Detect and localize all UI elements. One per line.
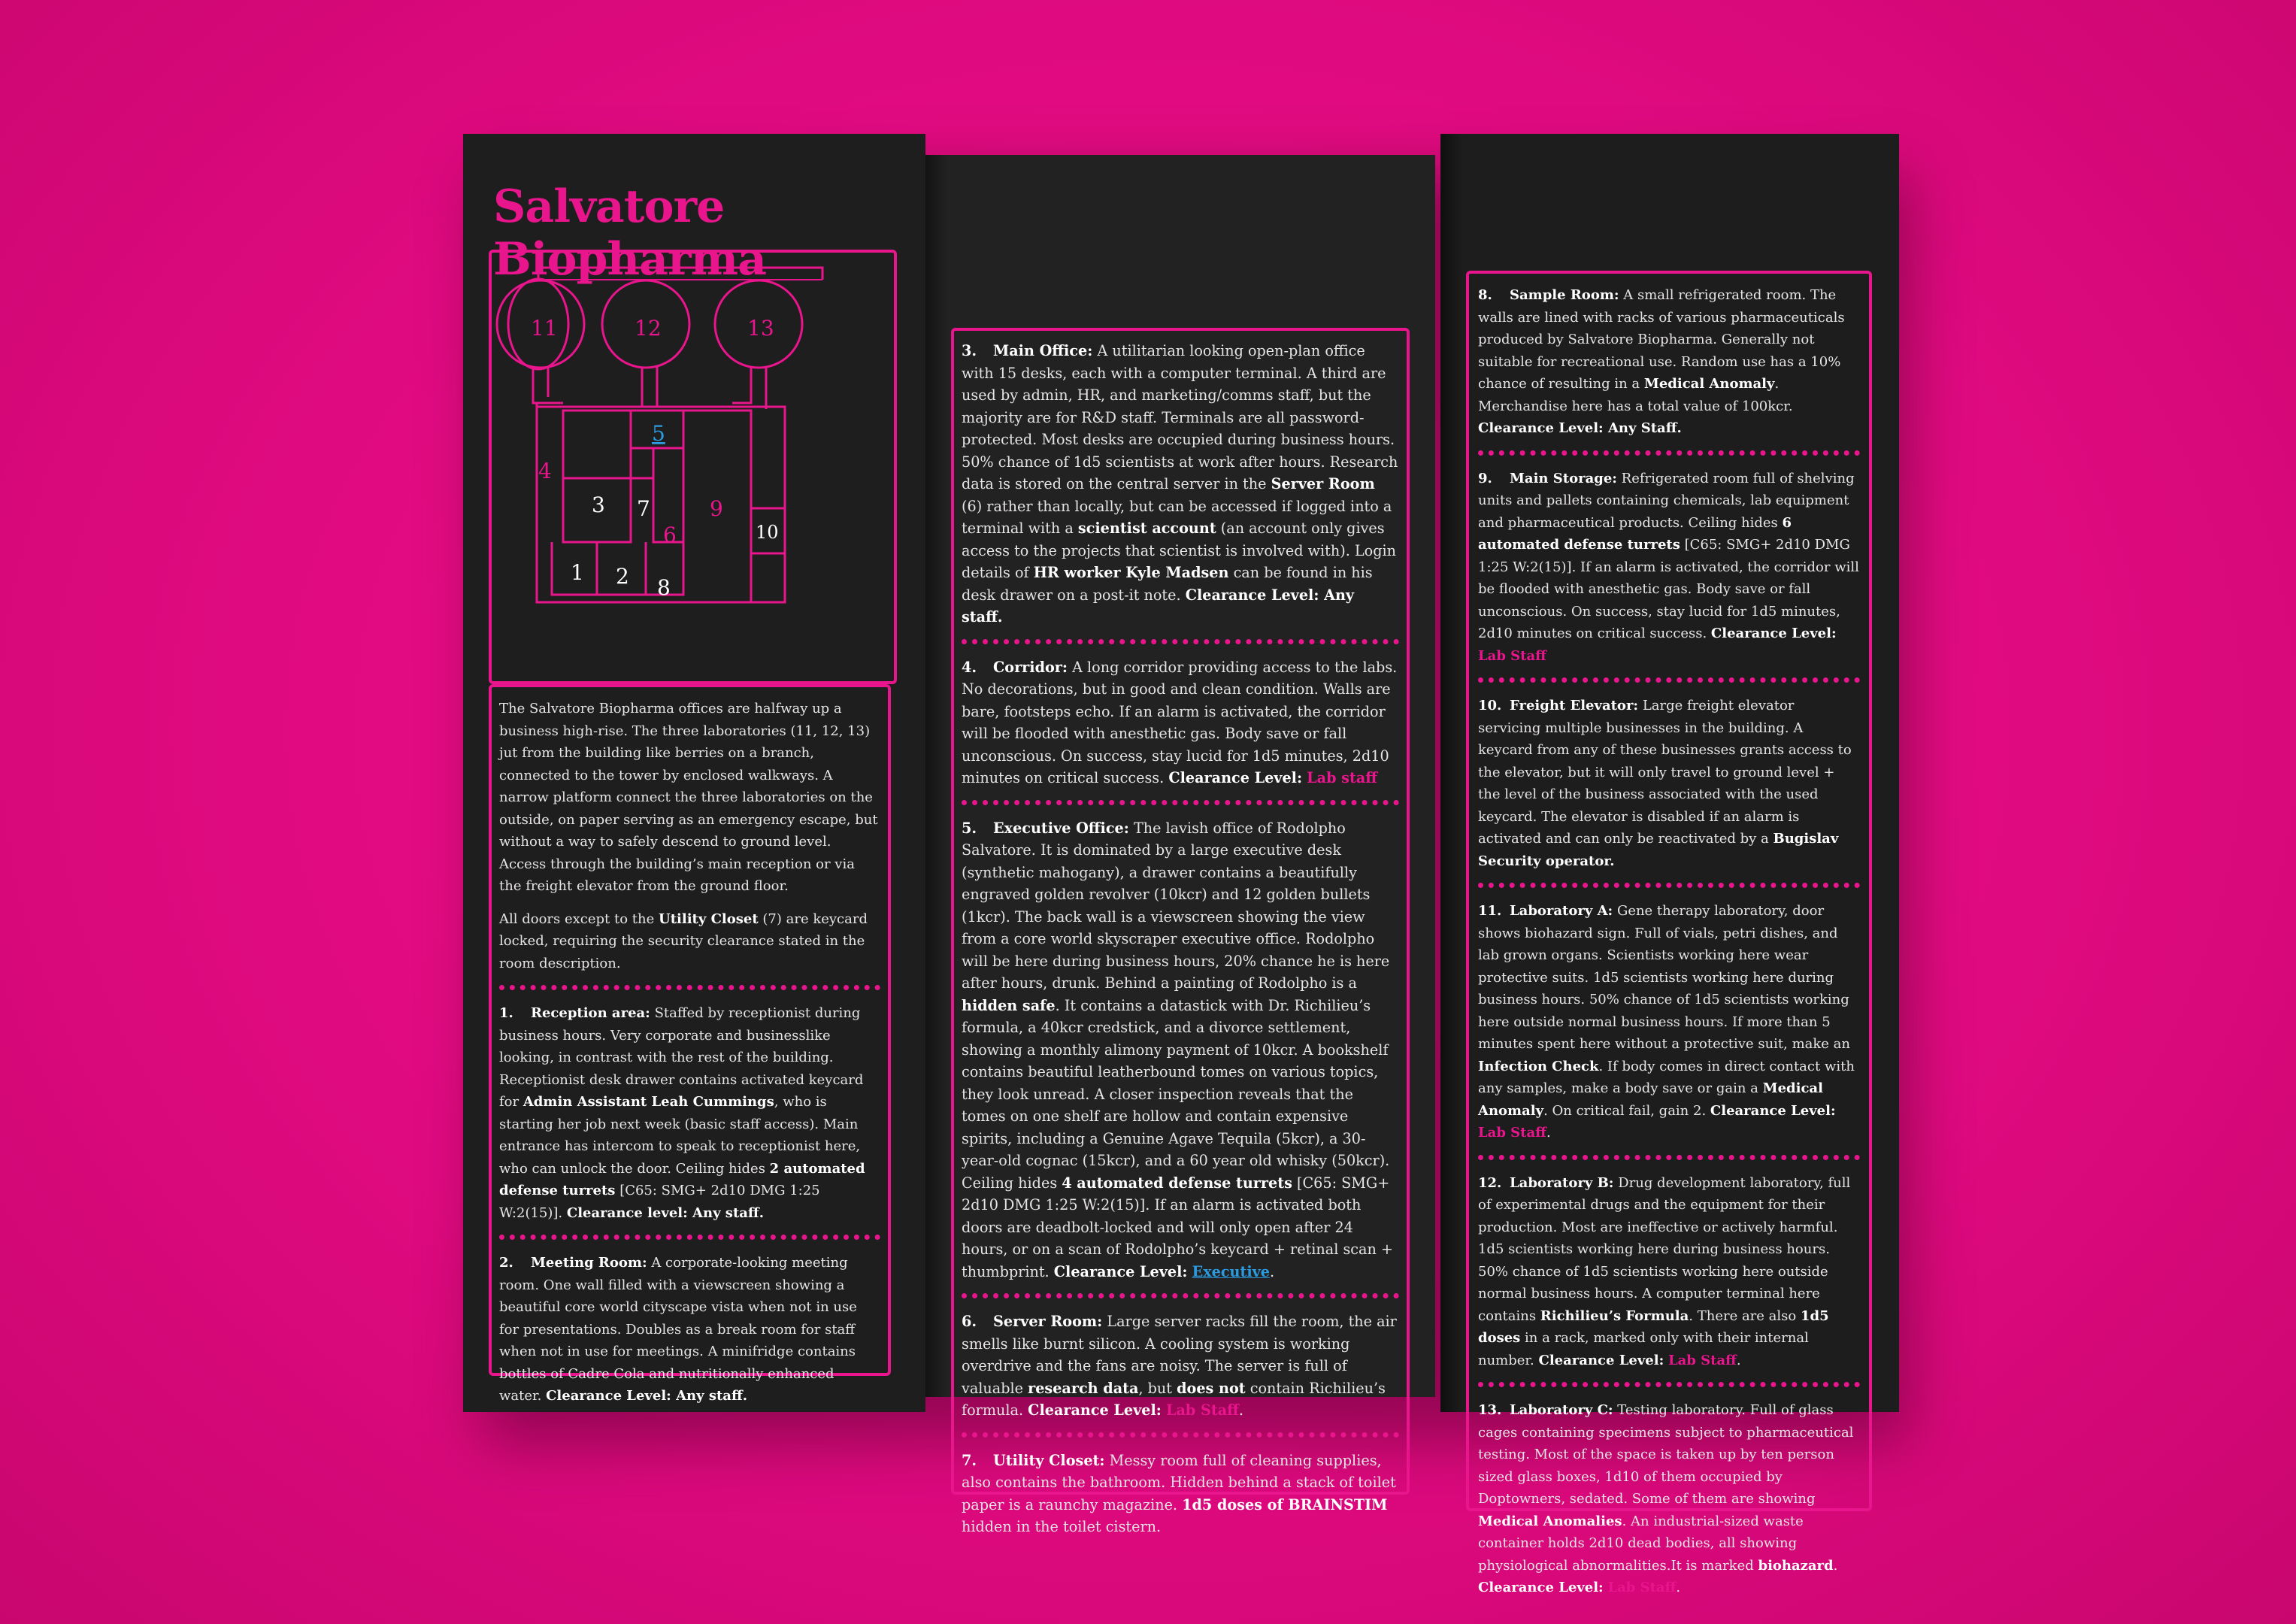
divider	[1478, 1382, 1860, 1387]
room-2: 2. Meeting Room: A corporate-looking meeting room. One wall filled with a viewscreen showing a beautiful core world cityscape vista when not in use for presentations. Doubles as a break room for staff when not in use for meetings. A minifridge contains bottles of Cadre Cola and nutritionally enhanced water. Clearance Level: Any staff.	[499, 1255, 857, 1404]
divider	[1478, 883, 1860, 888]
left-panel	[463, 134, 925, 1412]
floor-map-drawing	[492, 253, 894, 681]
divider	[499, 985, 880, 990]
room-8: 8. Sample Room: A small refrigerated room. The walls are lined with racks of various pharmaceuticals produced by Salvatore Biopharma. Generally not suitable for recreational use. Random use has a 10% chance of resulting in a Medical Anomaly. Merchandise here has a total value of 100kcr. Clearance Level: Any Staff.	[1478, 287, 1845, 436]
map-label-2: 2	[616, 564, 629, 589]
divider	[962, 800, 1399, 805]
map-label-9: 9	[710, 496, 723, 521]
divider	[1478, 450, 1860, 456]
map-label-13: 13	[747, 316, 774, 341]
map-label-3: 3	[592, 492, 605, 517]
map-label-7: 7	[637, 496, 650, 521]
floor-map	[489, 250, 897, 684]
map-label-11: 11	[531, 316, 558, 341]
room-1: 1. Reception area: Staffed by receptionist during business hours. Very corporate and businesslike looking, in contrast with the rest of the building. Receptionist desk drawer contains activated keycard for Admin Assistant Leah Cummings, who is starting her job next week (basic staff access). Main entrance has intercom to speak to receptionist here, who can unlock the door. Ceiling hides 2 automated defense turrets [C65: SMG+ 2d10 DMG 1:25 W:2(15)]. Clearance level: Any staff.	[499, 1005, 865, 1221]
divider	[1478, 677, 1860, 683]
right-panel	[1440, 134, 1899, 1595]
room-11: 11. Laboratory A: Gene therapy laboratory, door shows biohazard sign. Full of vials, petri dishes, and lab grown organs. Scientists working here wear protective suits. 1d5 scientists working here during business hours. 50% chance of 1d5 scientists working here outside normal business hours. If more than 5 minutes spent here without a protective suit, make an Infection Check. If body comes in direct contact with any samples, make a body save or gain a Medical Anomaly. On critical fail, gain 2. Clearance Level: Lab Staff.	[1478, 903, 1855, 1141]
intro-paragraph: The Salvatore Biopharma offices are halfway up a business high-rise. The three laboratories (11, 12, 13) jut from the building like berries on a branch, connected to the tower by enclosed walkways. A narrow platform connect the three laboratories on the outside, on paper serving as an emergency escape, but without a way to safely descend to ground level. Access through the building’s main reception or via the freight elevator from the ground floor.	[499, 701, 878, 894]
room-13: 13. Laboratory C: Testing laboratory. Full of glass cages containing specimens subject to pharmaceutical testing. Most of the space is taken up by ten person sized glass boxes, 1d10 of them occupied by Doptowners, sedated. Some of them are showing Medical Anomalies. An industrial-sized waste container holds 2d10 dead bodies, all showing physiological abnormalities.It is marked biohazard. Clearance Level: Lab Staff.	[1478, 1402, 1854, 1595]
divider	[962, 639, 1399, 644]
map-label-10: 10	[756, 522, 779, 543]
right-box	[1466, 271, 1872, 1595]
divider	[962, 1293, 1399, 1298]
map-label-1: 1	[571, 560, 584, 585]
map-label-8: 8	[657, 575, 671, 600]
room-5: 5. Executive Office: The lavish office of Rodolpho Salvatore. It is dominated by a large executive desk (synthetic mahogany), a drawer contains a beautifully engraved golden revolver (10kcr) and 12 golden bullets (1kcr). The back wall is a viewscreen showing the view from a core world skyscraper executive office. Rodolpho will be here during business hours, 20% chance he is here after hours, drunk. Behind a painting of Rodolpho is a hidden safe. It contains a datastick with Dr. Richilieu’s formula, a 40kcr credstick, and a divorce settlement, showing a monthly alimony payment of 10kcr. A bookshelf contains beautiful leatherbound tomes on various topics, they look unread. A closer inspection reveals that the tomes on one shelf are hollow and contain expensive spirits, including a Genuine Agave Tequila (5kcr), a 30-year-old cognac (15kcr), and a 60 year old whisky (50kcr). Ceiling hides 4 automated defense turrets [C65: SMG+ 2d10 DMG 1:25 W:2(15)]. If an alarm is activated both doors are deadbolt-locked and will only open after 24 hours, or on a scan of Rodolpho’s keycard + retinal scan + thumbprint. Clearance Level: Executive.	[962, 819, 1394, 1280]
room-3: 3. Main Office: A utilitarian looking open-plan office with 15 desks, each with a computer terminal. A third are used by admin, HR, and marketing/comms staff, but the majority are for R&D staff. Terminals are all password-protected. Most desks are occupied during business hours. 50% chance of 1d5 scientists at work after hours. Research data is stored on the central server in the Server Room (6) rather than locally, but can be accessed if logged into a terminal with a scientist account (an account only gives access to the projects that scientist is involved with). Login details of HR worker Kyle Madsen can be found in his desk drawer on a post-it note. Clearance Level: Any staff.	[962, 342, 1398, 626]
room-6: 6. Server Room: Large server racks fill the room, the air smells like burnt silicon. A cooling system is working overdrive and the fans are noisy. The server is full of valuable research data, but does not contain Richilieu’s formula. Clearance Level: Lab Staff.	[962, 1313, 1397, 1419]
middle-box	[951, 328, 1410, 1535]
room-12: 12. Laboratory B: Drug development laboratory, full of experimental drugs and the equipment for their production. Most are ineffective or actively harmful. 1d5 scientists working here during business hours. 50% chance of 1d5 scientists working here outside normal business hours. A computer terminal here contains Richilieu’s Formula. There are also 1d5 doses in a rack, marked only with their internal number. Clearance Level: Lab Staff.	[1478, 1174, 1851, 1368]
divider	[1478, 1155, 1860, 1160]
map-label-12: 12	[635, 316, 662, 341]
room-4: 4. Corridor: A long corridor providing access to the labs. No decorations, but in good and clean condition. Walls are bare, footsteps echo. If an alarm is activated, the corridor will be flooded with anesthetic gas. Body save or fall unconscious. On success, stay lucid for 1d5 minutes, 2d10 minutes on critical success. Clearance Level: Lab staff	[962, 658, 1398, 786]
map-label-5[interactable]: 5	[652, 421, 665, 446]
intro-box	[489, 684, 891, 1404]
divider	[499, 1235, 880, 1240]
executive-link[interactable]: Executive	[1192, 1262, 1271, 1280]
room-10: 10. Freight Elevator: Large freight elevator servicing multiple businesses in the building. A keycard from any of these businesses grants access to the elevator, but it will only travel to ground level + the level of the business associated with the used keycard. The elevator is disabled if an alarm is activated and can only be reactivated by a Bugislav Security operator.	[1478, 698, 1852, 869]
map-label-4: 4	[538, 459, 552, 483]
doors-paragraph: All doors except to the Utility Closet (7) are keycard locked, requiring the security clearance stated in the room description.	[499, 910, 868, 971]
divider	[962, 1432, 1399, 1438]
brochure	[463, 134, 1899, 1595]
page-title: Salvatore Biopharma	[493, 180, 766, 286]
map-label-6: 6	[663, 523, 677, 547]
room-7: 7. Utility Closet: Messy room full of cleaning supplies, also contains the bathroom. Hidden behind a stack of toilet paper is a raunchy magazine. 1d5 doses of BRAINSTIM hidden in the toilet cistern.	[962, 1451, 1396, 1535]
middle-panel	[925, 155, 1435, 1535]
room-9: 9. Main Storage: Refrigerated room full of shelving units and pallets containing chemicals, lab equipment and pharmaceutical products. Ceiling hides 6 automated defense turrets [C65: SMG+ 2d10 DMG 1:25 W:2(15)]. If an alarm is activated, the corridor will be flooded with anesthetic gas. Body save or fall unconscious. On success, stay lucid for 1d5 minutes, 2d10 minutes on critical success. Clearance Level: Lab Staff	[1478, 470, 1859, 664]
